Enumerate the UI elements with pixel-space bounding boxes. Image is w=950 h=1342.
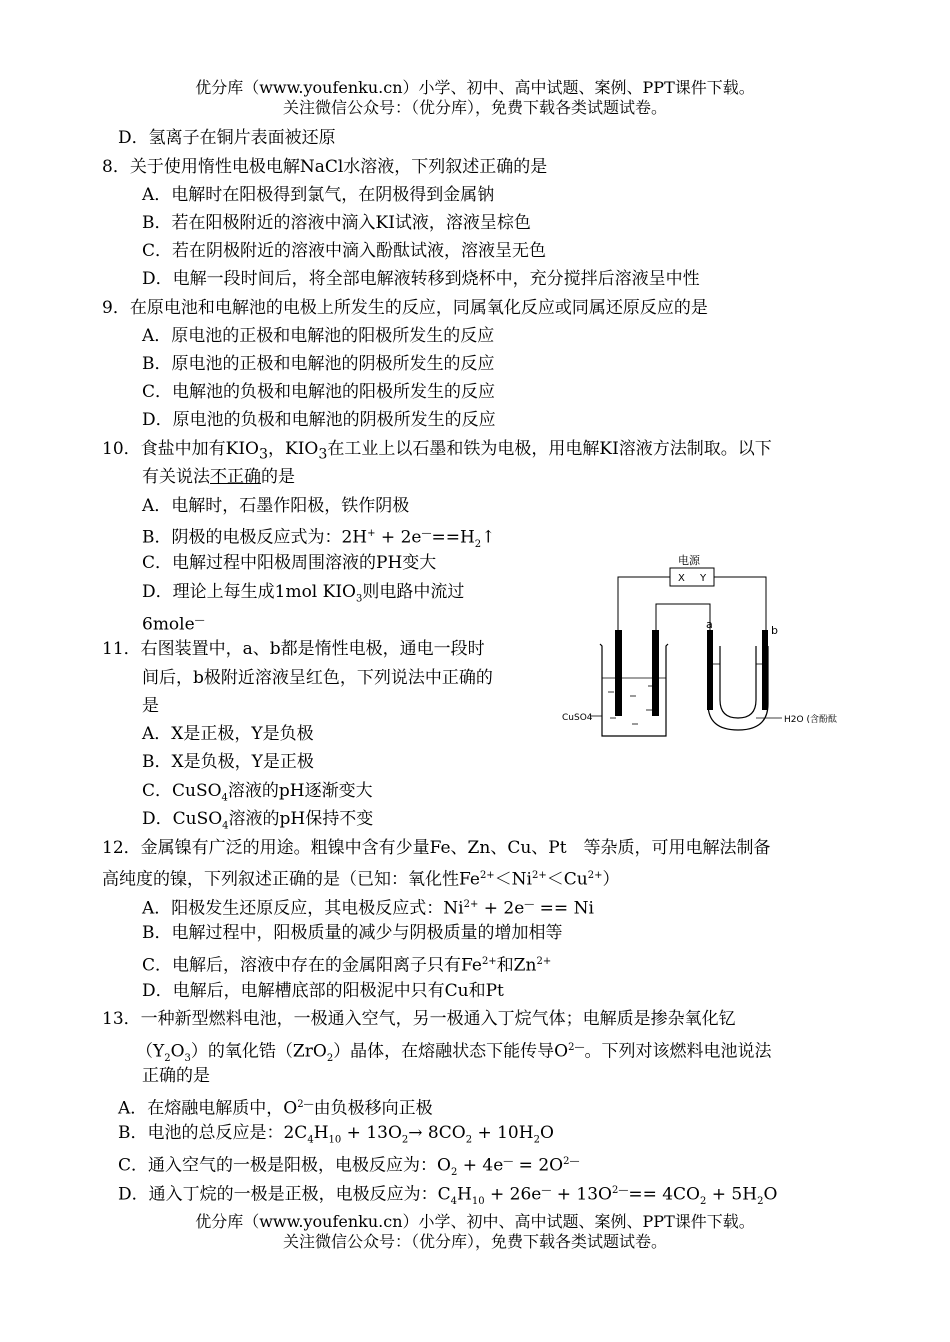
q10-option-d: D．理论上每生成1mol $KIO_3$则电路中流过: [142, 582, 465, 605]
q13-option-b: B．电池的总反应是：$2C_4H_{10} + 13O_2\to 8CO_2 + 10H_2O$: [118, 1123, 554, 1146]
q12-option-d: D．电解后，电解槽底部的阳极泥中只有Cu和Pt: [142, 981, 504, 1001]
header-line-2: 关注微信公众号：（优分库），免费下载各类试题试卷。: [282, 98, 667, 117]
q11-option-d: D．CuSO$_4$溶液的pH保持不变: [142, 809, 374, 832]
electrolysis-apparatus-figure: [560, 550, 850, 740]
q9-option-c: C．电解池的负极和电解池的阳极所发生的反应: [142, 382, 496, 402]
q13-option-d: D．通入丁烷的一极是正极，电极反应为：$C_4H_{10} + 26e^— + 13O^{2—}== 4CO_2 + 5H_2O$: [118, 1184, 778, 1208]
q9-option-b: B．原电池的正极和电解池的阴极所发生的反应: [142, 354, 495, 374]
terminal-x-label: X: [678, 573, 685, 584]
q9-option-d: D．原电池的负极和电解池的阴极所发生的反应: [142, 410, 496, 430]
power-supply-box: [670, 568, 714, 586]
q11-option-b: B．X是负极，Y是正极: [142, 752, 314, 772]
q10-option-d-line-2: 6mole—: [142, 614, 205, 635]
q10-option-b: B．阴极的电极反应式为：$2H^+ + 2e^—==H_2↑$: [142, 527, 496, 551]
terminal-y-label: Y: [700, 573, 707, 584]
q13-stem-2: $(Y_2O_3)$的氧化锆（ZrO$_2$）晶体，在熔融状态下能传导$O^{2—}$。下列对该燃料电池说法: [136, 1041, 772, 1065]
q10-option-a: A．电解时，石墨作阳极，铁作阴极: [142, 496, 410, 516]
q11-stem-3: 是: [142, 696, 159, 716]
electrode-b: [762, 630, 768, 710]
footer-line-2: 关注微信公众号：（优分库），免费下载各类试题试卷。: [282, 1232, 667, 1251]
electrode-b-label: b: [771, 624, 778, 637]
q8-option-a: A．电解时在阳极得到氯气，在阴极得到金属钠: [142, 185, 495, 205]
wire-middle: [656, 604, 710, 630]
q10-option-c: C．电解过程中阳极周围溶液的PH变大: [142, 553, 437, 573]
underlined-not-correct: 不正确: [210, 467, 261, 487]
q8-option-c: C．若在阴极附近的溶液中滴入酚酞试液，溶液呈无色: [142, 241, 547, 261]
q8-stem: 8．关于使用惰性电极电解NaCl水溶液，下列叙述正确的是: [102, 157, 548, 177]
q9-stem: 9．在原电池和电解池的电极上所发生的反应，同属氧化反应或同属还原反应的是: [102, 298, 708, 318]
left-electrode-1: [615, 630, 622, 716]
header-line-1: 优分库（www.youfenku.cn）小学、初中、高中试题、案例、PPT课件下载。: [195, 78, 755, 97]
q11-option-a: A．X是正极，Y是负极: [142, 724, 314, 744]
q8-option-b: B．若在阳极附近的溶液中滴入KI试液，溶液呈棕色: [142, 213, 531, 233]
left-electrode-2: [652, 630, 659, 716]
q13-stem-1: 13．一种新型燃料电池，一极通入空气，另一极通入丁烷气体；电解质是掺杂氧化钇: [102, 1009, 736, 1029]
footer-line-1: 优分库（www.youfenku.cn）小学、初中、高中试题、案例、PPT课件下载。: [195, 1212, 755, 1231]
q13-option-c: C．通入空气的一极是阳极，电极反应为：$O_2 + 4e^— = 2O^{2—}$: [118, 1155, 580, 1179]
q11-stem-1: 11．右图装置中，a、b都是惰性电极，通电一段时: [102, 639, 485, 659]
cuso4-label: CuSO4: [562, 713, 593, 723]
q12-option-c: C．电解后，溶液中存在的金属阳离子只有$Fe^{2+}$和$Zn^{2+}$: [142, 955, 552, 976]
q10-stem: 10．食盐中加有$KIO_3$，$KIO_3$在工业上以石墨和铁为电极，用电解KI溶液方法制取。以下: [102, 439, 772, 463]
q11-stem-2: 间后，b极附近溶液呈红色，下列说法中正确的: [142, 668, 493, 688]
q7-option-d: D．氢离子在铜片表面被还原: [118, 128, 336, 148]
q13-option-a: A．在熔融电解质中，$O^{2—}$由负极移向正极: [118, 1098, 433, 1119]
u-tube-inner: [720, 646, 756, 718]
h2o-phenolphthalein-label: H2O (含酚酞: [784, 715, 837, 725]
q9-option-a: A．原电池的正极和电解池的阳极所发生的反应: [142, 326, 495, 346]
power-supply-label: 电源: [678, 554, 700, 567]
wire-y: [714, 577, 766, 630]
electrode-a: [707, 630, 713, 710]
q11-option-c: C．CuSO$_4$溶液的pH逐渐变大: [142, 781, 373, 804]
q8-option-d: D．电解一段时间后，将全部电解液转移到烧杯中，充分搅拌后溶液呈中性: [142, 269, 700, 289]
q12-option-b: B．电解过程中，阳极质量的减少与阴极质量的增加相等: [142, 923, 563, 943]
q10-stem-line-2: 有关说法不正确的是: [142, 467, 295, 487]
q12-stem-1: 12．金属镍有广泛的用途。粗镍中含有少量Fe、Zn、Cu、Pt 等杂质，可用电解法制备: [102, 838, 771, 858]
electrode-a-label: a: [706, 618, 713, 631]
q12-stem-2: 高纯度的镍，下列叙述正确的是（已知：氧化性$Fe^{2+}<Ni^{2+}<Cu^{2+}$）: [102, 869, 620, 890]
q13-stem-3: 正确的是: [142, 1066, 210, 1086]
q12-option-a: A．阳极发生还原反应，其电极反应式：$Ni^{2+} + 2e^— == Ni$: [142, 898, 594, 919]
